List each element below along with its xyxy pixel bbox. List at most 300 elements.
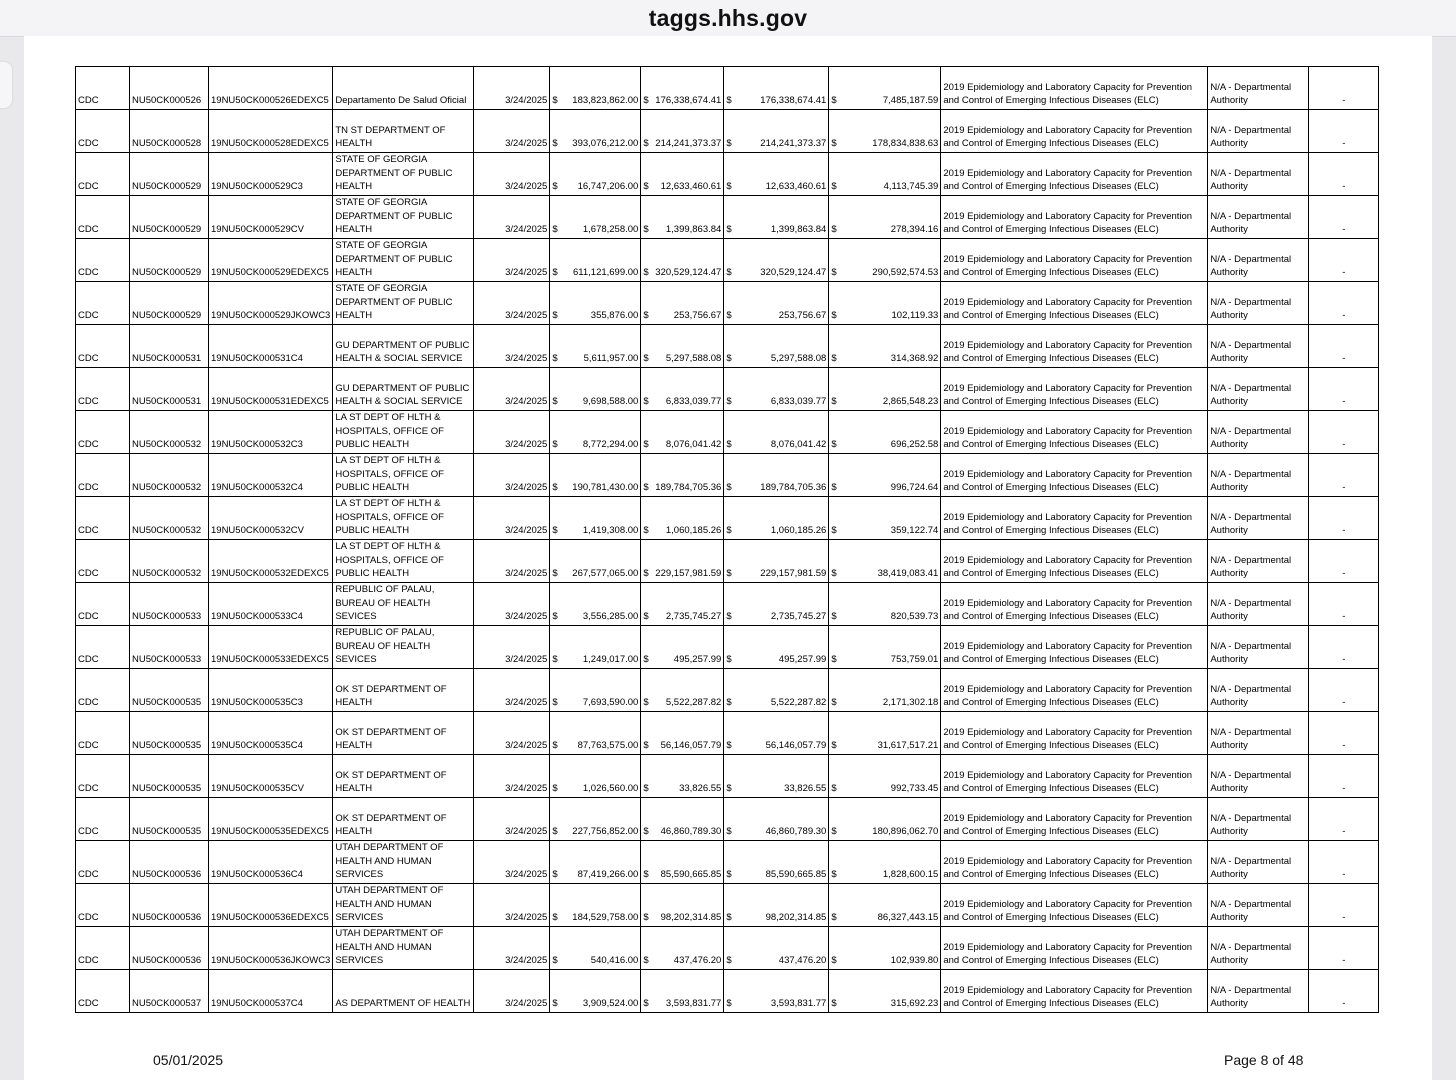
recipient-name-cell: GU DEPARTMENT OF PUBLIC HEALTH & SOCIAL SERVICE — [333, 368, 474, 411]
currency-symbol: $ — [643, 224, 649, 236]
subaward-number-cell: 19NU50CK000536JKOWC3 — [209, 927, 333, 970]
amount-cell-2 — [641, 411, 724, 454]
program-name-cell: 2019 Epidemiology and Laboratory Capacity for Prevention and Control of Emerging Infectious Diseases (ELC) — [941, 368, 1208, 411]
subaward-number-cell: 19NU50CK000535C3 — [209, 669, 333, 712]
action-date-cell: 3/24/2025 — [474, 583, 550, 626]
amount-cell-4 — [829, 411, 941, 454]
amount-cell-2 — [641, 712, 724, 755]
program-name-cell: 2019 Epidemiology and Laboratory Capacity for Prevention and Control of Emerging Infectious Diseases (ELC) — [941, 196, 1208, 239]
status-cell: - — [1309, 884, 1379, 927]
program-name-cell: 2019 Epidemiology and Laboratory Capacity for Prevention and Control of Emerging Infectious Diseases (ELC) — [941, 540, 1208, 583]
currency-symbol: $ — [552, 224, 558, 236]
amount-cell-1 — [550, 798, 641, 841]
amount-cell-3 — [724, 110, 829, 153]
amount-value: 1,678,258.00 — [582, 224, 639, 236]
amount-value: 214,241,373.37 — [655, 138, 722, 150]
table-row — [76, 325, 1379, 368]
table-row — [76, 970, 1379, 1013]
amount-cell-1 — [550, 67, 641, 110]
table-row — [76, 669, 1379, 712]
award-number-cell: NU50CK000526 — [130, 67, 209, 110]
currency-symbol: $ — [726, 525, 732, 537]
agency-cell: CDC — [76, 755, 130, 798]
currency-symbol: $ — [643, 310, 649, 322]
currency-symbol: $ — [552, 353, 558, 365]
agency-cell: CDC — [76, 368, 130, 411]
authority-cell: N/A - Departmental Authority — [1208, 196, 1309, 239]
currency-symbol: $ — [643, 654, 649, 666]
currency-symbol: $ — [552, 998, 558, 1010]
recipient-name-cell: LA ST DEPT OF HLTH & HOSPITALS, OFFICE OF PUBLIC HEALTH — [333, 540, 474, 583]
subaward-number-cell: 19NU50CK000531C4 — [209, 325, 333, 368]
amount-cell-2 — [641, 755, 724, 798]
currency-symbol: $ — [726, 955, 732, 967]
amount-value: 5,297,588.08 — [770, 353, 827, 365]
amount-value: 1,419,308.00 — [582, 525, 639, 537]
url-text: taggs.hhs.gov — [648, 4, 808, 31]
amount-value: 178,834,838.63 — [872, 138, 939, 150]
agency-cell: CDC — [76, 927, 130, 970]
amount-cell-1 — [550, 239, 641, 282]
amount-value: 267,577,065.00 — [572, 568, 639, 580]
status-cell: - — [1309, 196, 1379, 239]
amount-value: 1,399,863.84 — [770, 224, 827, 236]
authority-cell: N/A - Departmental Authority — [1208, 67, 1309, 110]
action-date-cell: 3/24/2025 — [474, 67, 550, 110]
subaward-number-cell: 19NU50CK000529JKOWC3 — [209, 282, 333, 325]
action-date-cell: 3/24/2025 — [474, 497, 550, 540]
authority-cell: N/A - Departmental Authority — [1208, 841, 1309, 884]
program-name-cell: 2019 Epidemiology and Laboratory Capacity for Prevention and Control of Emerging Infectious Diseases (ELC) — [941, 626, 1208, 669]
currency-symbol: $ — [831, 95, 837, 107]
currency-symbol: $ — [726, 310, 732, 322]
currency-symbol: $ — [726, 439, 732, 451]
subaward-number-cell: 19NU50CK000529CV — [209, 196, 333, 239]
amount-cell-3 — [724, 282, 829, 325]
amount-value: 753,759.01 — [890, 654, 939, 666]
currency-symbol: $ — [643, 912, 649, 924]
agency-cell: CDC — [76, 497, 130, 540]
currency-symbol: $ — [643, 611, 649, 623]
program-name-cell: 2019 Epidemiology and Laboratory Capacity for Prevention and Control of Emerging Infectious Diseases (ELC) — [941, 411, 1208, 454]
currency-symbol: $ — [552, 568, 558, 580]
amount-cell-4 — [829, 67, 941, 110]
authority-cell: N/A - Departmental Authority — [1208, 712, 1309, 755]
currency-symbol: $ — [831, 310, 837, 322]
currency-symbol: $ — [643, 568, 649, 580]
currency-symbol: $ — [726, 783, 732, 795]
currency-symbol: $ — [831, 439, 837, 451]
amount-cell-1 — [550, 110, 641, 153]
subaward-number-cell: 19NU50CK000529EDEXC5 — [209, 239, 333, 282]
amount-value: 12,633,460.61 — [660, 181, 722, 193]
authority-cell: N/A - Departmental Authority — [1208, 239, 1309, 282]
amount-cell-4 — [829, 927, 941, 970]
action-date-cell: 3/24/2025 — [474, 927, 550, 970]
awards-table — [75, 66, 1379, 1013]
currency-symbol: $ — [643, 697, 649, 709]
currency-symbol: $ — [726, 869, 732, 881]
currency-symbol: $ — [552, 697, 558, 709]
recipient-name-cell: GU DEPARTMENT OF PUBLIC HEALTH & SOCIAL SERVICE — [333, 325, 474, 368]
currency-symbol: $ — [552, 267, 558, 279]
currency-symbol: $ — [726, 224, 732, 236]
award-number-cell: NU50CK000536 — [130, 884, 209, 927]
status-cell: - — [1309, 755, 1379, 798]
currency-symbol: $ — [552, 611, 558, 623]
amount-cell-4 — [829, 669, 941, 712]
currency-symbol: $ — [552, 310, 558, 322]
table-row — [76, 67, 1379, 110]
amount-cell-4 — [829, 841, 941, 884]
currency-symbol: $ — [831, 998, 837, 1010]
currency-symbol: $ — [643, 181, 649, 193]
amount-value: 3,593,831.77 — [770, 998, 827, 1010]
amount-cell-2 — [641, 153, 724, 196]
amount-value: 1,828,600.15 — [882, 869, 939, 881]
recipient-name-cell: STATE OF GEORGIA DEPARTMENT OF PUBLIC HEALTH — [333, 196, 474, 239]
amount-value: 278,394.16 — [890, 224, 939, 236]
program-name-cell: 2019 Epidemiology and Laboratory Capacity for Prevention and Control of Emerging Infectious Diseases (ELC) — [941, 841, 1208, 884]
amount-value: 183,823,862.00 — [572, 95, 639, 107]
amount-value: 314,368.92 — [890, 353, 939, 365]
table-row — [76, 411, 1379, 454]
amount-value: 1,060,185.26 — [770, 525, 827, 537]
amount-value: 5,522,287.82 — [770, 697, 827, 709]
currency-symbol: $ — [643, 439, 649, 451]
award-number-cell: NU50CK000532 — [130, 454, 209, 497]
action-date-cell: 3/24/2025 — [474, 411, 550, 454]
recipient-name-cell: Departamento De Salud Oficial — [333, 67, 474, 110]
recipient-name-cell: UTAH DEPARTMENT OF HEALTH AND HUMAN SERVICES — [333, 841, 474, 884]
currency-symbol: $ — [831, 654, 837, 666]
status-cell: - — [1309, 67, 1379, 110]
amount-value: 229,157,981.59 — [760, 568, 827, 580]
amount-cell-3 — [724, 755, 829, 798]
currency-symbol: $ — [831, 525, 837, 537]
amount-cell-2 — [641, 325, 724, 368]
amount-value: 184,529,758.00 — [572, 912, 639, 924]
amount-value: 437,476.20 — [778, 955, 827, 967]
amount-value: 227,756,852.00 — [572, 826, 639, 838]
award-number-cell: NU50CK000535 — [130, 712, 209, 755]
status-cell: - — [1309, 626, 1379, 669]
authority-cell: N/A - Departmental Authority — [1208, 540, 1309, 583]
amount-value: 5,297,588.08 — [665, 353, 722, 365]
agency-cell: CDC — [76, 540, 130, 583]
amount-value: 320,529,124.47 — [760, 267, 827, 279]
amount-cell-1 — [550, 454, 641, 497]
amount-value: 87,763,575.00 — [577, 740, 639, 752]
amount-value: 38,419,083.41 — [877, 568, 939, 580]
currency-symbol: $ — [831, 482, 837, 494]
action-date-cell: 3/24/2025 — [474, 669, 550, 712]
amount-cell-2 — [641, 454, 724, 497]
amount-cell-2 — [641, 67, 724, 110]
agency-cell: CDC — [76, 970, 130, 1013]
action-date-cell: 3/24/2025 — [474, 196, 550, 239]
table-row — [76, 497, 1379, 540]
program-name-cell: 2019 Epidemiology and Laboratory Capacity for Prevention and Control of Emerging Infectious Diseases (ELC) — [941, 454, 1208, 497]
subaward-number-cell: 19NU50CK000532EDEXC5 — [209, 540, 333, 583]
program-name-cell: 2019 Epidemiology and Laboratory Capacity for Prevention and Control of Emerging Infectious Diseases (ELC) — [941, 712, 1208, 755]
amount-value: 33,826.55 — [784, 783, 827, 795]
amount-cell-2 — [641, 669, 724, 712]
amount-value: 8,076,041.42 — [770, 439, 827, 451]
agency-cell: CDC — [76, 583, 130, 626]
amount-value: 56,146,057.79 — [660, 740, 722, 752]
authority-cell: N/A - Departmental Authority — [1208, 153, 1309, 196]
action-date-cell: 3/24/2025 — [474, 712, 550, 755]
amount-value: 996,724.64 — [890, 482, 939, 494]
amount-value: 85,590,665.85 — [765, 869, 827, 881]
browser-address-bar[interactable] — [0, 0, 1456, 37]
table-row — [76, 712, 1379, 755]
table-row — [76, 755, 1379, 798]
amount-cell-2 — [641, 583, 724, 626]
status-cell: - — [1309, 583, 1379, 626]
recipient-name-cell: REPUBLIC OF PALAU, BUREAU OF HEALTH SEVICES — [333, 626, 474, 669]
currency-symbol: $ — [726, 138, 732, 150]
amount-value: 3,909,524.00 — [582, 998, 639, 1010]
table-row — [76, 798, 1379, 841]
status-cell: - — [1309, 540, 1379, 583]
recipient-name-cell: UTAH DEPARTMENT OF HEALTH AND HUMAN SERVICES — [333, 927, 474, 970]
status-cell: - — [1309, 325, 1379, 368]
currency-symbol: $ — [726, 611, 732, 623]
program-name-cell: 2019 Epidemiology and Laboratory Capacity for Prevention and Control of Emerging Infectious Diseases (ELC) — [941, 970, 1208, 1013]
authority-cell: N/A - Departmental Authority — [1208, 755, 1309, 798]
agency-cell: CDC — [76, 110, 130, 153]
award-number-cell: NU50CK000532 — [130, 497, 209, 540]
agency-cell: CDC — [76, 626, 130, 669]
authority-cell: N/A - Departmental Authority — [1208, 798, 1309, 841]
status-cell: - — [1309, 712, 1379, 755]
amount-value: 176,338,674.41 — [760, 95, 827, 107]
amount-value: 320,529,124.47 — [655, 267, 722, 279]
amount-cell-2 — [641, 540, 724, 583]
award-number-cell: NU50CK000537 — [130, 970, 209, 1013]
amount-cell-1 — [550, 282, 641, 325]
amount-cell-3 — [724, 497, 829, 540]
amount-value: 359,122.74 — [890, 525, 939, 537]
table-row — [76, 282, 1379, 325]
action-date-cell: 3/24/2025 — [474, 755, 550, 798]
agency-cell: CDC — [76, 153, 130, 196]
amount-value: 495,257.99 — [673, 654, 722, 666]
subaward-number-cell: 19NU50CK000535C4 — [209, 712, 333, 755]
currency-symbol: $ — [726, 568, 732, 580]
currency-symbol: $ — [831, 181, 837, 193]
amount-value: 12,633,460.61 — [765, 181, 827, 193]
program-name-cell: 2019 Epidemiology and Laboratory Capacity for Prevention and Control of Emerging Infectious Diseases (ELC) — [941, 884, 1208, 927]
amount-value: 290,592,574.53 — [872, 267, 939, 279]
currency-symbol: $ — [726, 267, 732, 279]
currency-symbol: $ — [643, 353, 649, 365]
amount-cell-3 — [724, 884, 829, 927]
amount-cell-4 — [829, 110, 941, 153]
amount-cell-4 — [829, 325, 941, 368]
currency-symbol: $ — [726, 654, 732, 666]
currency-symbol: $ — [831, 826, 837, 838]
status-cell: - — [1309, 153, 1379, 196]
currency-symbol: $ — [726, 95, 732, 107]
table-row — [76, 540, 1379, 583]
currency-symbol: $ — [552, 396, 558, 408]
currency-symbol: $ — [831, 740, 837, 752]
subaward-number-cell: 19NU50CK000533EDEXC5 — [209, 626, 333, 669]
subaward-number-cell: 19NU50CK000531EDEXC5 — [209, 368, 333, 411]
currency-symbol: $ — [831, 869, 837, 881]
amount-cell-1 — [550, 884, 641, 927]
currency-symbol: $ — [726, 912, 732, 924]
authority-cell: N/A - Departmental Authority — [1208, 110, 1309, 153]
amount-cell-3 — [724, 239, 829, 282]
agency-cell: CDC — [76, 712, 130, 755]
table-row — [76, 884, 1379, 927]
amount-cell-1 — [550, 153, 641, 196]
program-name-cell: 2019 Epidemiology and Laboratory Capacity for Prevention and Control of Emerging Infectious Diseases (ELC) — [941, 927, 1208, 970]
amount-value: 355,876.00 — [590, 310, 639, 322]
action-date-cell: 3/24/2025 — [474, 239, 550, 282]
authority-cell: N/A - Departmental Authority — [1208, 970, 1309, 1013]
amount-cell-4 — [829, 884, 941, 927]
currency-symbol: $ — [643, 396, 649, 408]
amount-cell-1 — [550, 970, 641, 1013]
recipient-name-cell: STATE OF GEORGIA DEPARTMENT OF PUBLIC HEALTH — [333, 239, 474, 282]
amount-cell-3 — [724, 712, 829, 755]
table-row — [76, 927, 1379, 970]
currency-symbol: $ — [831, 955, 837, 967]
agency-cell: CDC — [76, 841, 130, 884]
program-name-cell: 2019 Epidemiology and Laboratory Capacity for Prevention and Control of Emerging Infectious Diseases (ELC) — [941, 497, 1208, 540]
amount-cell-4 — [829, 540, 941, 583]
recipient-name-cell: AS DEPARTMENT OF HEALTH — [333, 970, 474, 1013]
award-number-cell: NU50CK000532 — [130, 540, 209, 583]
amount-value: 16,747,206.00 — [577, 181, 639, 193]
agency-cell: CDC — [76, 798, 130, 841]
status-cell: - — [1309, 841, 1379, 884]
amount-value: 437,476.20 — [673, 955, 722, 967]
currency-symbol: $ — [552, 740, 558, 752]
amount-value: 315,692.23 — [890, 998, 939, 1010]
agency-cell: CDC — [76, 454, 130, 497]
amount-value: 992,733.45 — [890, 783, 939, 795]
subaward-number-cell: 19NU50CK000526EDEXC5 — [209, 67, 333, 110]
amount-cell-1 — [550, 540, 641, 583]
authority-cell: N/A - Departmental Authority — [1208, 884, 1309, 927]
document-page — [24, 36, 1432, 1080]
currency-symbol: $ — [831, 138, 837, 150]
amount-value: 1,399,863.84 — [665, 224, 722, 236]
amount-value: 4,113,745.39 — [883, 181, 939, 193]
authority-cell: N/A - Departmental Authority — [1208, 583, 1309, 626]
recipient-name-cell: OK ST DEPARTMENT OF HEALTH — [333, 755, 474, 798]
recipient-name-cell: REPUBLIC OF PALAU, BUREAU OF HEALTH SEVICES — [333, 583, 474, 626]
currency-symbol: $ — [643, 783, 649, 795]
amount-cell-4 — [829, 368, 941, 411]
award-number-cell: NU50CK000533 — [130, 626, 209, 669]
footer-page-number: Page 8 of 48 — [1224, 1052, 1304, 1068]
amount-value: 3,556,285.00 — [582, 611, 639, 623]
subaward-number-cell: 19NU50CK000537C4 — [209, 970, 333, 1013]
currency-symbol: $ — [552, 955, 558, 967]
currency-symbol: $ — [643, 826, 649, 838]
program-name-cell: 2019 Epidemiology and Laboratory Capacity for Prevention and Control of Emerging Infectious Diseases (ELC) — [941, 798, 1208, 841]
amount-cell-3 — [724, 67, 829, 110]
currency-symbol: $ — [552, 181, 558, 193]
amount-cell-4 — [829, 239, 941, 282]
authority-cell: N/A - Departmental Authority — [1208, 325, 1309, 368]
amount-cell-4 — [829, 970, 941, 1013]
amount-value: 696,252.58 — [890, 439, 939, 451]
amount-value: 9,698,588.00 — [582, 396, 639, 408]
status-cell: - — [1309, 497, 1379, 540]
authority-cell: N/A - Departmental Authority — [1208, 454, 1309, 497]
table-row — [76, 626, 1379, 669]
currency-symbol: $ — [726, 998, 732, 1010]
amount-cell-4 — [829, 798, 941, 841]
amount-cell-3 — [724, 196, 829, 239]
amount-cell-3 — [724, 454, 829, 497]
currency-symbol: $ — [643, 525, 649, 537]
amount-value: 1,060,185.26 — [665, 525, 722, 537]
subaward-number-cell: 19NU50CK000532C4 — [209, 454, 333, 497]
program-name-cell: 2019 Epidemiology and Laboratory Capacity for Prevention and Control of Emerging Infectious Diseases (ELC) — [941, 110, 1208, 153]
currency-symbol: $ — [831, 783, 837, 795]
currency-symbol: $ — [643, 998, 649, 1010]
amount-value: 31,617,517.21 — [877, 740, 939, 752]
award-number-cell: NU50CK000535 — [130, 798, 209, 841]
award-number-cell: NU50CK000532 — [130, 411, 209, 454]
amount-cell-2 — [641, 841, 724, 884]
amount-value: 56,146,057.79 — [765, 740, 827, 752]
currency-symbol: $ — [552, 95, 558, 107]
agency-cell: CDC — [76, 196, 130, 239]
table-row — [76, 196, 1379, 239]
amount-cell-4 — [829, 454, 941, 497]
amount-value: 102,119.33 — [891, 310, 939, 322]
amount-cell-3 — [724, 411, 829, 454]
amount-cell-3 — [724, 970, 829, 1013]
recipient-name-cell: OK ST DEPARTMENT OF HEALTH — [333, 798, 474, 841]
amount-cell-2 — [641, 282, 724, 325]
table-row — [76, 239, 1379, 282]
currency-symbol: $ — [726, 353, 732, 365]
sidebar-handle[interactable] — [0, 62, 12, 108]
currency-symbol: $ — [552, 826, 558, 838]
program-name-cell: 2019 Epidemiology and Laboratory Capacity for Prevention and Control of Emerging Infectious Diseases (ELC) — [941, 325, 1208, 368]
amount-value: 2,735,745.27 — [665, 611, 722, 623]
amount-value: 190,781,430.00 — [572, 482, 639, 494]
amount-cell-4 — [829, 153, 941, 196]
amount-cell-3 — [724, 540, 829, 583]
program-name-cell: 2019 Epidemiology and Laboratory Capacity for Prevention and Control of Emerging Infectious Diseases (ELC) — [941, 583, 1208, 626]
award-number-cell: NU50CK000535 — [130, 755, 209, 798]
table-row — [76, 583, 1379, 626]
amount-cell-4 — [829, 497, 941, 540]
agency-cell: CDC — [76, 239, 130, 282]
currency-symbol: $ — [726, 740, 732, 752]
amount-cell-2 — [641, 239, 724, 282]
recipient-name-cell: OK ST DEPARTMENT OF HEALTH — [333, 712, 474, 755]
recipient-name-cell: LA ST DEPT OF HLTH & HOSPITALS, OFFICE OF PUBLIC HEALTH — [333, 497, 474, 540]
recipient-name-cell: LA ST DEPT OF HLTH & HOSPITALS, OFFICE OF PUBLIC HEALTH — [333, 411, 474, 454]
amount-value: 393,076,212.00 — [572, 138, 639, 150]
currency-symbol: $ — [643, 267, 649, 279]
currency-symbol: $ — [726, 826, 732, 838]
amount-value: 611,121,699.00 — [573, 267, 639, 279]
